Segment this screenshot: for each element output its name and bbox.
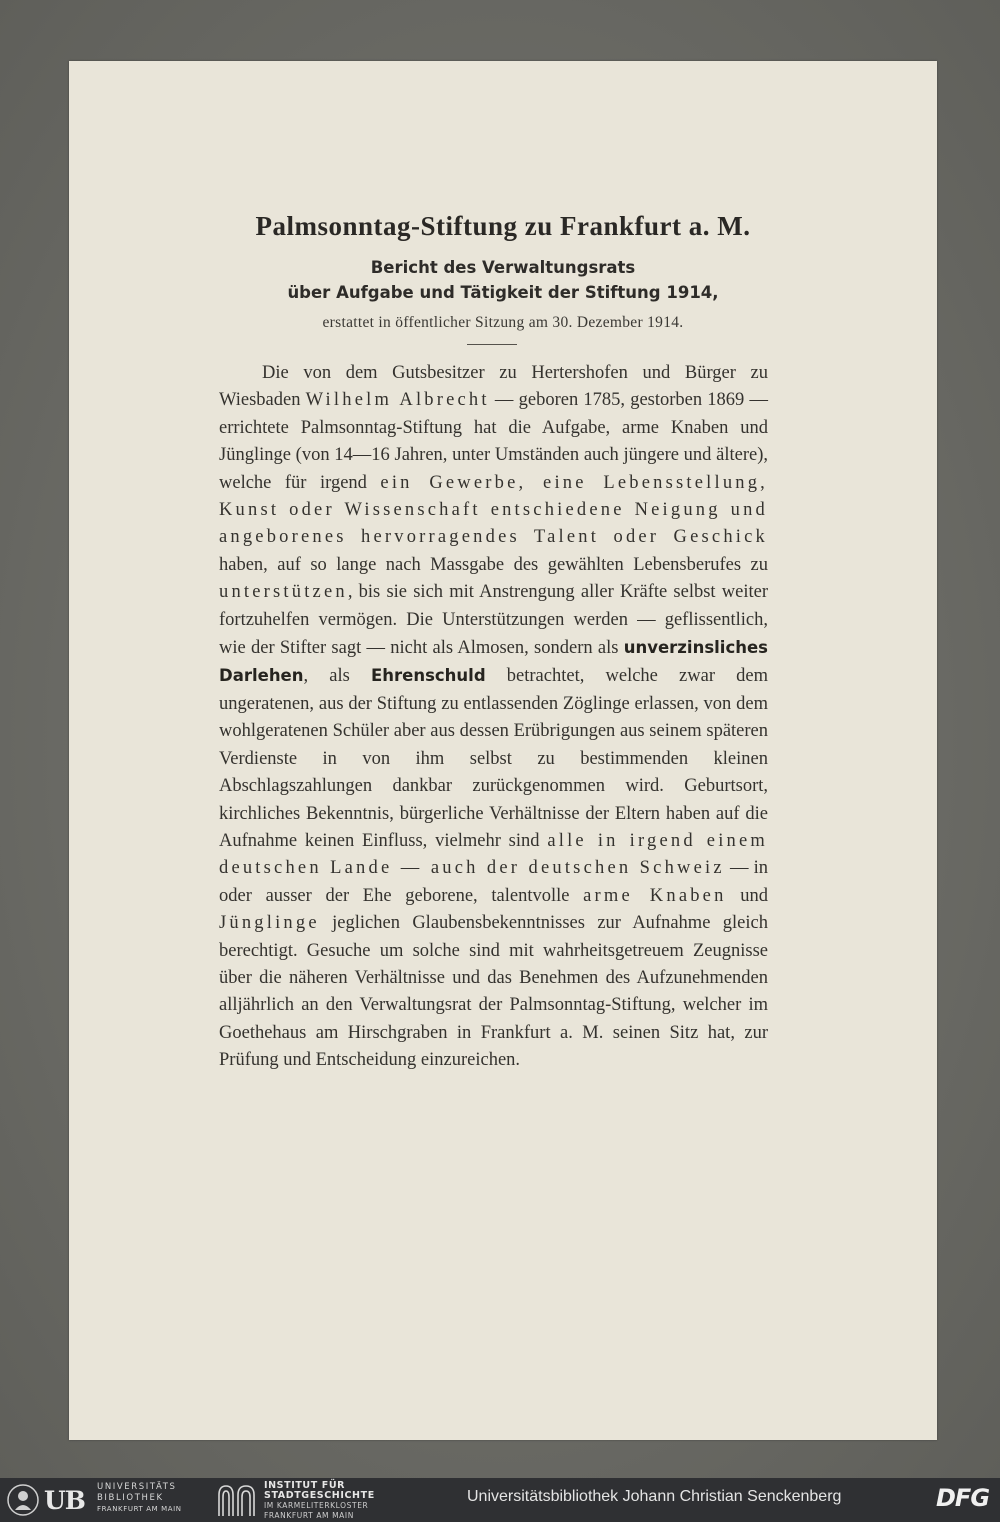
body-text: — in oder ausser der Ehe geborene, talentvolle [219, 858, 769, 906]
ub-seal-icon [6, 1483, 40, 1517]
isg-line: STADTGESCHICHTE [264, 1490, 375, 1501]
emphasis-text: unterstützen [219, 582, 348, 603]
isg-line: INSTITUT FÜR [264, 1480, 346, 1491]
bold-term-debt: Ehrenschuld [370, 666, 486, 686]
bold-term-loan: unverzinsliches Darlehen [219, 638, 768, 686]
body-text: jeglichen Glaubensbekenntnisses zur Aufnahme gleich berechtigt. Gesuche um solche sind mit wahrheitsgetreuem Zeugnisse über die näheren Verhältnisse und das Benehmen des Aufzunehmenden alljährlich an den Verwaltungsrat der Palmsonntag-Stiftung, welcher im Goethehaus am Hirschgraben in Frankfurt a. M. seinen Sitz hat, zur Prüfung und Entscheidung einzureichen. [219, 913, 768, 1071]
document-body [219, 360, 768, 1075]
document-page [69, 61, 937, 1440]
document-title: Palmsonntag-Stiftung zu Frankfurt a. M. [255, 211, 751, 241]
body-text: , als [303, 666, 371, 687]
body-text: und [726, 885, 768, 906]
document-subtitle-line2: über Aufgabe und Tätigkeit der Stiftung 1914, [287, 283, 719, 302]
body-text: haben, auf so lange nach Massgabe des gewählten Lebensberufes zu [219, 554, 768, 575]
body-paragraph [219, 360, 768, 1075]
emphasis-text: ein Gewerbe, eine Lebensstellung, Kunst oder Wissenschaft entschiedene Neigung und angeborenes hervorragendes Talent oder Geschick [219, 472, 768, 548]
viewer-footer [0, 1478, 1000, 1522]
ub-line: FRANKFURT AM MAIN [97, 1505, 182, 1513]
library-name-link[interactable]: Universitätsbibliothek Johann Christian Senckenberg [467, 1488, 842, 1505]
body-text: Die von dem Gutsbesitzer zu Hertershofen und Bürger zu Wiesbaden [219, 363, 768, 411]
ub-line: UNIVERSITÄTS [97, 1482, 177, 1492]
isg-line: IM KARMELITERKLOSTER [264, 1501, 369, 1510]
body-text: , bis sie sich mit Anstrengung aller Kräfte selbst weiter fortzuhelfen vermögen. Die Unterstützungen werden — geflissentlich, wie der Stifter sagt — nicht als Almosen, sondern als [219, 582, 768, 659]
document-meeting-note: erstattet in öffentlicher Sitzung am 30. Dezember 1914. [322, 314, 684, 331]
emphasis-text: Jünglinge [219, 913, 320, 934]
isg-logo-text [264, 1481, 375, 1521]
isg-arches-icon [216, 1483, 258, 1517]
dfg-logo: DFG [936, 1484, 990, 1512]
ub-logo-letters: UB [44, 1486, 85, 1515]
body-text: — geboren 1785, gestorben 1869 — errichtete Palmsonntag-Stiftung hat die Aufgabe, arme Knaben und Jünglinge (von 14—16 Jahren, unter Umständen auch jüngere und ältere), welche für irgend [219, 390, 768, 493]
emphasis-text: arme Knaben [583, 885, 727, 906]
ub-line: BIBLIOTHEK [97, 1493, 164, 1503]
founder-name: Wilhelm Albrecht [305, 390, 490, 411]
isg-line: FRANKFURT AM MAIN [264, 1511, 354, 1520]
document-subtitle: Bericht des Verwaltungsrats [370, 258, 636, 277]
body-text: betrachtet, welche zwar dem ungeratenen, aus der Stiftung zu entlassenden Zöglinge erlassen, von dem wohlgeratenen Schüler aber aus dessen Erübrigungen aus seinem späteren Verdienste in von ihm selbst zu bestimmenden kleinen Abschlagszahlungen dankbar zurückgenommen wird. Geburtsort, kirchliches Bekenntnis, bürgerliche Verhältnisse der Eltern haben auf die Aufnahme keinen Einfluss, vielmehr sind [219, 666, 768, 851]
emphasis-text: alle in irgend einem deutschen Lande — auch der deutschen Schweiz [219, 830, 768, 879]
title-divider [467, 344, 517, 345]
ub-logo-text [97, 1482, 182, 1515]
